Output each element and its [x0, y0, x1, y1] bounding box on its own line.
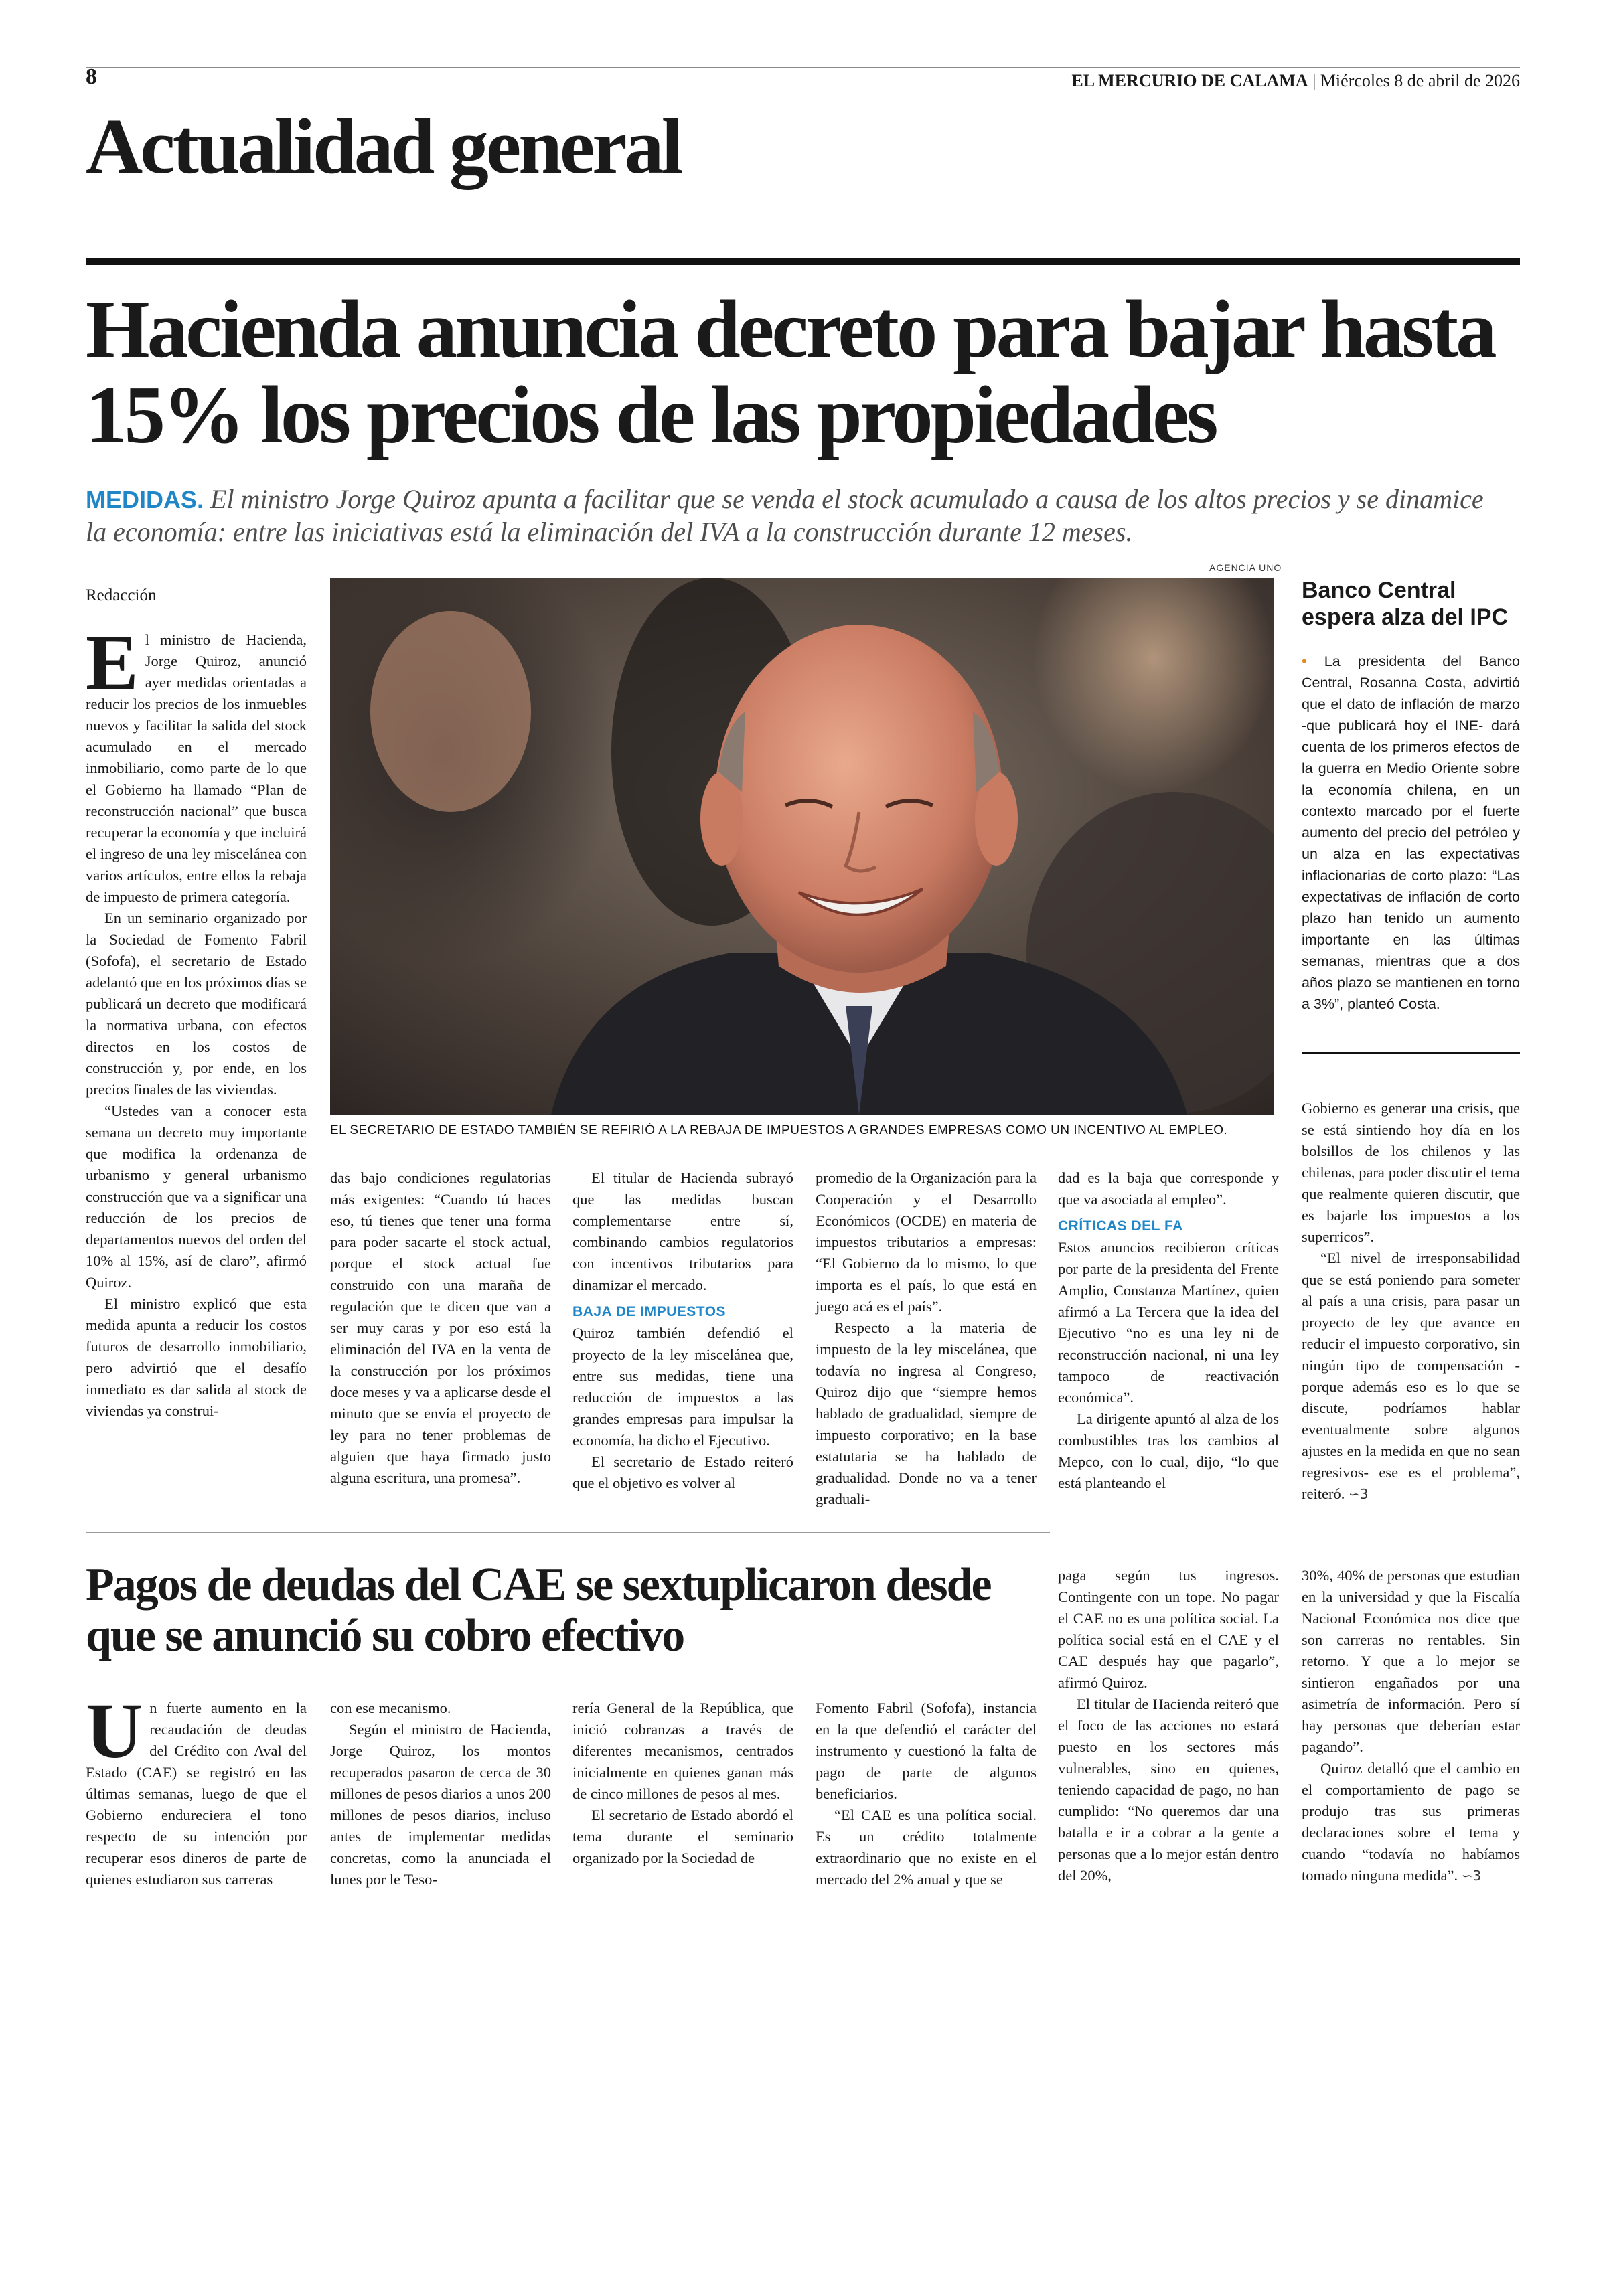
paragraph: Quiroz detalló que el cambio en el comportamiento de pago se produjo tras sus primeras declaraciones sobre el tema y cuando “todavía no habíamos tomado ninguna medida”. ∽3: [1302, 1760, 1520, 1884]
paragraph: Estos anuncios recibieron críticas por parte de la presidenta del Frente Amplio, Constanza Martínez, quien afirmó a La Tercera que la idea del Ejecutivo “no es una ley ni de reconstrucción nacional, ni una ley tampoco de reactivación económica”.: [1058, 1239, 1279, 1406]
deck-text: El ministro Jorge Quiroz apunta a facilitar que se venda el stock acumulado a causa de los altos precios y se dinamice la economía: entre las iniciativas está la eliminación del IVA a la construcción durante 12 meses.: [86, 484, 1484, 547]
top-rule: [86, 67, 1520, 68]
paragraph: Fomento Fabril (Sofofa), instancia en la que defendió el carácter del instrumento y cuestionó la falta de pago de parte de algunos beneficiarios.: [816, 1700, 1037, 1802]
article1-column-1: [86, 619, 307, 1422]
paragraph: Según el ministro de Hacienda, Jorge Quiroz, los montos recuperados pasaron de cerca de 30 millones de pesos diarios a unos 200 millones de pesos diarios, incluso antes de implementar medidas concretas, como la anunciada el lunes por le Teso-: [330, 1721, 551, 1888]
sidebar-text: La presidenta del Banco Central, Rosanna Costa, advirtió que el dato de inflación de marzo -que publicará hoy el INE- dará cuenta de los primeros efectos de la guerra en Medio Oriente sobre la economía chilena, en un contexto marcado por el fuerte aumento del precio del petróleo y un alza en las expectativas inflacionarias de corto plazo: “Las expectativas de inflación de corto plazo han tenido un aumento importante en las últimas semanas, mientras que a dos años plazo se mantienen en torno a 3%”, planteó Costa.: [1302, 653, 1520, 1012]
paragraph: “El nivel de irresponsabilidad que se está poniendo para someter al país a una crisis, para pasar un proyecto de ley que avance en reducir el impuesto corporativo, sin ningún tipo de compensación -porque además eso es lo que se discute, podríamos hablar eventualmente sobre algunos ajustes en la medida en que no sean regresivos- ese es el problema”, reiteró. ∽3: [1302, 1250, 1520, 1502]
paragraph: “Ustedes van a conocer esta semana un decreto muy importante que modifica la ordenanza de urbanismo y general urbanismo construcción que va a significar una reducción de los precios de departamentos nuevos del orden del 10% al 15%, así de claro”, afirmó Quiroz.: [86, 1102, 307, 1291]
paragraph: “El CAE es una política social. Es un crédito totalmente extraordinario que no existe en el mercado del 2% anual y que se: [816, 1807, 1037, 1888]
drop-cap: U: [86, 1687, 143, 1775]
article2-column-5: [1058, 1565, 1279, 1886]
paragraph: Quiroz también defendió el proyecto de la ley miscelánea que, entre sus medidas, tiene una reducción de impuestos a las grandes empresas para impulsar la economía, ha dicho el Ejecutivo.: [572, 1325, 793, 1449]
paragraph: El titular de Hacienda subrayó que las medidas buscan complementarse entre sí, combinando cambios regulatorios con incentivos tributarios para dinamizar el mercado.: [572, 1169, 793, 1293]
masthead: [1071, 71, 1520, 91]
sidebar-title: Banco Central espera alza del IPC: [1302, 578, 1509, 630]
main-headline: Hacienda anuncia decreto para bajar hasta 15% los precios de las propiedades: [86, 283, 1495, 461]
end-mark-icon: ∽3: [1461, 1868, 1482, 1884]
paragraph: El ministro explicó que esta medida apunta a reducir los costos futuros de desarrollo inmobiliario, pero advirtió que el desafío inmediato es dar salida al stock de viviendas ya construi-: [86, 1295, 307, 1419]
photo-caption: EL SECRETARIO DE ESTADO TAMBIÉN SE REFIRIÓ A LA REBAJA DE IMPUESTOS A GRANDES EMPRESAS COMO UN INCENTIVO AL EMPLEO.: [330, 1123, 1228, 1137]
paragraph: paga según tus ingresos. Contingente con un tope. No pagar el CAE no es una política social. La política social está en el CAE y el CAE después hay que pagarlo”, afirmó Quiroz.: [1058, 1567, 1279, 1691]
paragraph: 30%, 40% de personas que estudian en la universidad y que la Fiscalía Nacional Económica nos dice que son carreras no rentables. Sin retorno. Y que a lo mejor se sintieron engañados por una asimetría de información. Pero sí hay personas que deberían estar pagando”.: [1302, 1567, 1520, 1755]
article2-column-1: [86, 1687, 307, 1890]
article2-rule: [86, 1532, 1050, 1533]
article1-column-3: [572, 1167, 793, 1494]
article1-column-6: [1302, 1098, 1520, 1505]
deck: [86, 483, 1505, 548]
issue-date: Miércoles 8 de abril de 2026: [1320, 71, 1520, 90]
paragraph: con ese mecanismo.: [330, 1700, 451, 1716]
article1-column-5: [1058, 1167, 1279, 1494]
sidebar-rule: [1302, 1052, 1520, 1054]
paragraph: dad es la baja que corresponde y que va asociada al empleo”.: [1058, 1169, 1279, 1208]
article2-column-6: [1302, 1565, 1520, 1886]
paragraph: rería General de la República, que inició cobranzas a través de diferentes mecanismos, centrados inicialmente en quienes ganan más de cinco millones de pesos al mes.: [572, 1700, 793, 1802]
article1-column-2: [330, 1167, 551, 1489]
paragraph: El secretario de Estado reiteró que el objetivo es volver al: [572, 1453, 793, 1491]
paragraph: La dirigente apuntó al alza de los combustibles tras los cambios al Mepco, con lo cual, dijo, “lo que está planteando el: [1058, 1410, 1279, 1491]
masthead-separator: |: [1312, 71, 1316, 90]
paragraph: Un fuerte aumento en la recaudación de deudas del Crédito con Aval del Estado (CAE) se registró en las últimas semanas, luego de que el Gobierno endureciera el tono respecto de su intención por recuperar esos dineros de parte de quienes estudiaron sus carreras: [86, 1687, 307, 1888]
sidebar-body: [1302, 651, 1520, 1015]
subhead-baja-de-impuestos: BAJA DE IMPUESTOS: [572, 1304, 726, 1319]
page-number: 8: [86, 64, 97, 89]
byline: Redacción: [86, 586, 157, 604]
article1-column-4: [816, 1167, 1037, 1510]
article2-column-3: [572, 1698, 793, 1869]
main-photo: [330, 578, 1274, 1115]
section-title: Actualidad general: [86, 102, 681, 190]
paragraph: El titular de Hacienda reiteró que el foco de las acciones no estará puesto en los sectores más vulnerables, sino en quienes, teniendo capacidad de pago, no han cumplido: “No queremos dar una batalla e ir a cobrar a la gente a personas que a lo mejor están dentro del 20%,: [1058, 1696, 1279, 1884]
deck-kicker: MEDIDAS.: [86, 486, 204, 513]
article2-column-4: [816, 1698, 1037, 1890]
paragraph: El ministro de Hacienda, Jorge Quiroz, anunció ayer medidas orientadas a reducir los precios de los inmuebles nuevos y facilitar la salida del stock acumulado en el mercado inmobiliario, como parte de lo que el Gobierno ha llamado “Plan de reconstrucción nacional” que busca recuperar la economía y que incluirá el ingreso de una ley miscelánea con varios artículos, entre ellos la rebaja de impuesto de primera categoría.: [86, 619, 307, 905]
paragraph: Gobierno es generar una crisis, que se está sintiendo hoy día en los bolsillos de los chilenos y las chilenas, para poder discutir el tema que realmente quieren discutir, que es bajarle los impuestos a los superricos”.: [1302, 1100, 1520, 1245]
paragraph: das bajo condiciones regulatorias más exigentes: “Cuando tú haces eso, tú tienes que tener una forma para poder sacarte el stock actual, porque el stock actual fue construido con una maraña de regulación que te dicen que van a ser muy caras y por eso está la eliminación del IVA en la venta de la construcción por los próximos doce meses y va a aplicarse desde el minuto que se envía el proyecto de ley para no tener problemas de alguien que haya firmado justo alguna escritura, una promesa”.: [330, 1169, 551, 1486]
end-mark-icon: ∽3: [1348, 1486, 1369, 1502]
article2-column-2: [330, 1698, 551, 1890]
paragraph: promedio de la Organización para la Cooperación y el Desarrollo Económicos (OCDE) en materia de impuestos tributarios a empresas: “El Gobierno da lo mismo, lo que importa es el país, lo que está en juego acá es el país”.: [816, 1169, 1037, 1315]
article2-headline: Pagos de deudas del CAE se sextuplicaron desde que se anunció su cobro efectivo: [86, 1559, 991, 1661]
drop-cap: E: [86, 619, 139, 706]
publication-name: EL MERCURIO DE CALAMA: [1071, 71, 1308, 90]
paragraph: Respecto a la materia de impuesto de la ley miscelánea, que todavía no ingresa al Congreso, Quiroz dijo que “siempre hemos hablado de gradualidad, siempre de impuesto corporativo; en la base estatutaria se ha hablado de gradualidad. Donde no va a tener graduali-: [816, 1319, 1037, 1507]
photo-credit: AGENCIA UNO: [1209, 562, 1282, 573]
subhead-criticas-del-fa: CRÍTICAS DEL FA: [1058, 1218, 1183, 1234]
paragraph: El secretario de Estado abordó el tema durante el seminario organizado por la Sociedad de: [572, 1807, 793, 1866]
section-rule: [86, 258, 1520, 265]
paragraph: En un seminario organizado por la Sociedad de Fomento Fabril (Sofofa), el secretario de Estado adelantó que en los próximos días se publicará un decreto que modificará la normativa urbana, con efectos directos en los costos de construcción y, por ende, en los precios finales de las viviendas.: [86, 910, 307, 1098]
bullet-icon: •: [1302, 653, 1307, 669]
portrait-illustration: [330, 578, 1274, 1115]
